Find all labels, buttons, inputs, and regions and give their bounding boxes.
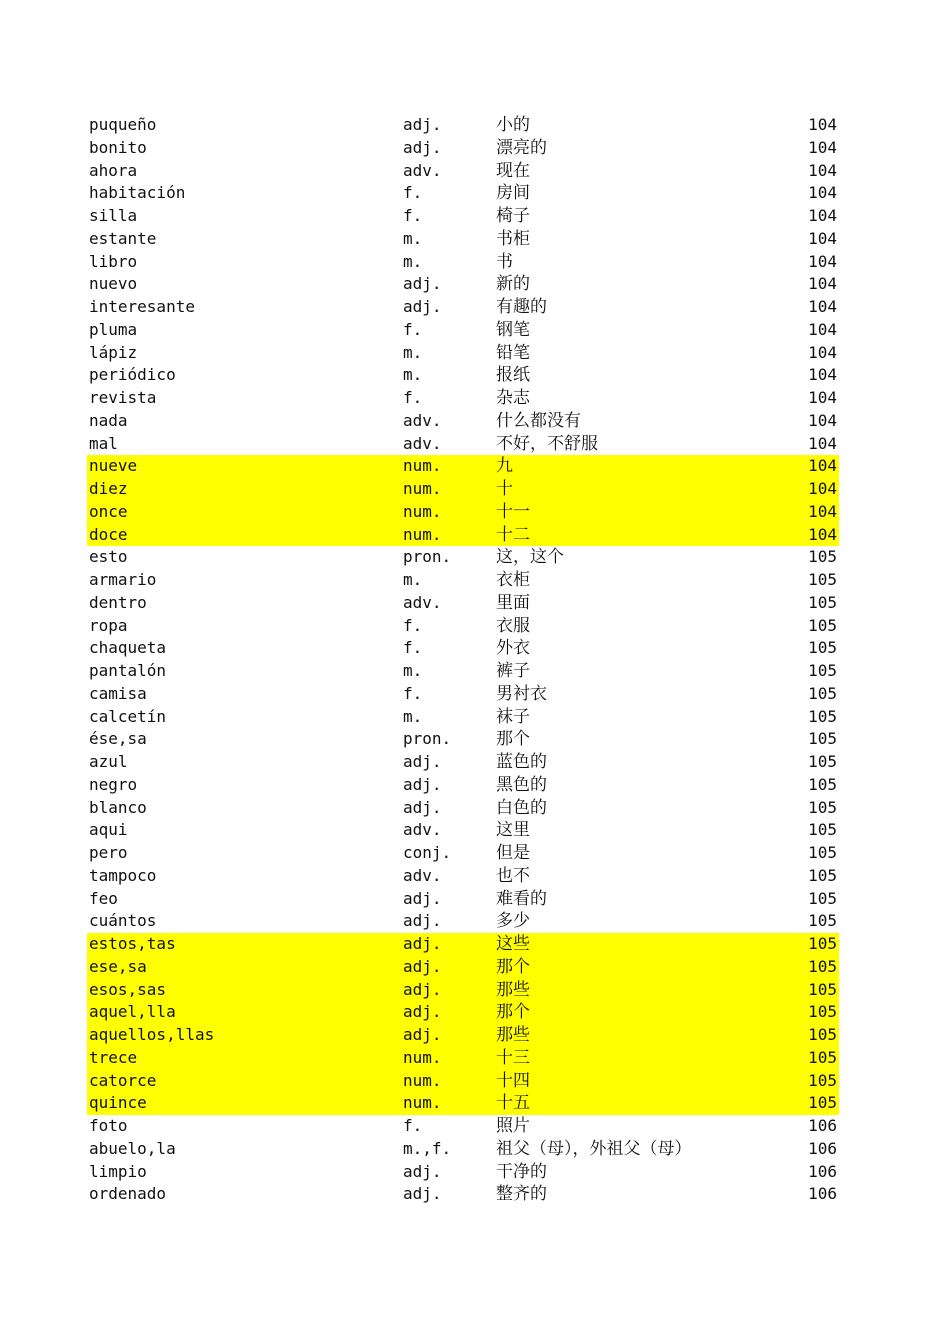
- part-of-speech-cell: f.: [403, 615, 423, 635]
- chinese-meaning-cell: 这里: [496, 820, 530, 841]
- table-row: [87, 319, 839, 342]
- table-row: [87, 933, 839, 956]
- table-row: [87, 205, 839, 228]
- table-row: [87, 251, 839, 274]
- part-of-speech-cell: adj.: [403, 956, 442, 976]
- table-row: [87, 660, 839, 683]
- page-number-cell: 105: [808, 661, 837, 680]
- spanish-word-cell: foto: [89, 1116, 128, 1135]
- table-row: [87, 1070, 839, 1093]
- page-number-cell: 104: [808, 524, 837, 544]
- spanish-word-cell: aqui: [89, 820, 128, 840]
- chinese-meaning-cell: 裤子: [496, 661, 530, 681]
- page-number-cell: 104: [808, 479, 837, 498]
- spanish-word-cell: puqueño: [89, 115, 157, 134]
- page-number-cell: 104: [808, 319, 837, 339]
- chinese-meaning-cell: 蓝色的: [496, 752, 547, 772]
- chinese-meaning-cell: 十四: [496, 1070, 530, 1091]
- table-row: [87, 228, 839, 251]
- spanish-word-cell: camisa: [89, 683, 147, 703]
- table-row: [87, 797, 839, 820]
- part-of-speech-cell: adj.: [403, 115, 442, 134]
- table-row: [87, 683, 839, 706]
- spanish-word-cell: negro: [89, 774, 138, 794]
- chinese-meaning-cell: 这些: [496, 934, 530, 954]
- table-row: [87, 819, 839, 842]
- part-of-speech-cell: num.: [403, 1093, 442, 1113]
- chinese-meaning-cell: 报纸: [496, 365, 530, 386]
- part-of-speech-cell: adj.: [403, 1002, 442, 1022]
- table-row: [87, 1092, 839, 1115]
- part-of-speech-cell: adj.: [403, 979, 442, 999]
- spanish-word-cell: abuelo,la: [89, 1138, 176, 1158]
- table-row: [87, 842, 839, 865]
- chinese-meaning-cell: 袜子: [496, 706, 530, 727]
- spanish-word-cell: trece: [89, 1047, 138, 1067]
- table-row: [87, 433, 839, 456]
- spanish-word-cell: aquel,lla: [89, 1002, 176, 1022]
- page-number-cell: 105: [808, 956, 837, 976]
- page-number-cell: 106: [808, 1184, 837, 1204]
- chinese-meaning-cell: 漂亮的: [496, 137, 547, 158]
- part-of-speech-cell: pron.: [403, 729, 452, 749]
- spanish-word-cell: chaqueta: [89, 638, 167, 658]
- page-number-cell: 104: [808, 365, 837, 385]
- chinese-meaning-cell: 这，这个: [496, 547, 564, 568]
- table-row: [87, 546, 839, 569]
- spanish-word-cell: calcetín: [89, 706, 167, 726]
- page-number-cell: 104: [808, 433, 837, 453]
- page-number-cell: 105: [808, 888, 837, 908]
- page-number-cell: 105: [808, 911, 837, 931]
- part-of-speech-cell: adj.: [403, 274, 442, 294]
- part-of-speech-cell: num.: [403, 501, 442, 521]
- chinese-meaning-cell: 小的: [496, 115, 530, 135]
- page-number-cell: 106: [808, 1138, 837, 1158]
- chinese-meaning-cell: 杂志: [496, 388, 530, 408]
- table-row: [87, 888, 839, 911]
- part-of-speech-cell: adj.: [403, 888, 442, 908]
- table-row: [87, 296, 839, 319]
- page-number-cell: 104: [808, 160, 837, 180]
- part-of-speech-cell: m.: [403, 365, 423, 385]
- part-of-speech-cell: f.: [403, 319, 423, 339]
- spanish-word-cell: estos,tas: [89, 934, 176, 953]
- part-of-speech-cell: f.: [403, 638, 423, 658]
- chinese-meaning-cell: 男衬衣: [496, 683, 547, 704]
- table-row: [87, 910, 839, 933]
- page-number-cell: 105: [808, 615, 837, 635]
- spanish-word-cell: doce: [89, 524, 128, 544]
- page-number-cell: 105: [808, 1093, 837, 1113]
- spanish-word-cell: limpio: [89, 1161, 147, 1181]
- chinese-meaning-cell: 那个: [496, 729, 530, 750]
- table-row: [87, 1001, 839, 1024]
- page-number-cell: 105: [808, 1047, 837, 1067]
- spanish-word-cell: quince: [89, 1093, 147, 1113]
- chinese-meaning-cell: 整齐的: [496, 1184, 547, 1205]
- table-row: [87, 774, 839, 797]
- page-number-cell: 105: [808, 1025, 837, 1044]
- page-number-cell: 104: [808, 251, 837, 271]
- page-number-cell: 104: [808, 410, 837, 430]
- chinese-meaning-cell: 钢笔: [496, 319, 530, 340]
- spanish-word-cell: bonito: [89, 137, 147, 157]
- page-number-cell: 105: [808, 729, 837, 749]
- chinese-meaning-cell: 多少: [496, 911, 530, 932]
- page-number-cell: 105: [808, 934, 837, 953]
- table-row: [87, 1115, 839, 1138]
- part-of-speech-cell: num.: [403, 1047, 442, 1067]
- spanish-word-cell: pantalón: [89, 661, 167, 680]
- page-number-cell: 104: [808, 297, 837, 316]
- page-number-cell: 105: [808, 570, 837, 589]
- part-of-speech-cell: adj.: [403, 934, 442, 953]
- page-number-cell: 105: [808, 638, 837, 658]
- spanish-word-cell: habitación: [89, 183, 186, 203]
- chinese-meaning-cell: 衣服: [496, 615, 530, 636]
- spanish-word-cell: esos,sas: [89, 979, 167, 999]
- chinese-meaning-cell: 椅子: [496, 206, 530, 226]
- spanish-word-cell: azul: [89, 752, 128, 771]
- chinese-meaning-cell: 里面: [496, 592, 530, 613]
- table-row: [87, 956, 839, 979]
- page-number-cell: 104: [808, 228, 837, 248]
- table-row: [87, 592, 839, 615]
- page-number-cell: 104: [808, 456, 837, 476]
- chinese-meaning-cell: 那个: [496, 1002, 530, 1023]
- spanish-word-cell: ése,sa: [89, 729, 147, 749]
- part-of-speech-cell: num.: [403, 479, 442, 498]
- chinese-meaning-cell: 外衣: [496, 638, 530, 659]
- part-of-speech-cell: num.: [403, 524, 442, 544]
- page-number-cell: 105: [808, 752, 837, 771]
- chinese-meaning-cell: 白色的: [496, 797, 547, 818]
- page-number-cell: 106: [808, 1161, 837, 1181]
- part-of-speech-cell: adj.: [403, 911, 442, 931]
- chinese-meaning-cell: 那些: [496, 1025, 530, 1045]
- page-number-cell: 105: [808, 774, 837, 794]
- table-row: [87, 137, 839, 160]
- part-of-speech-cell: adj.: [403, 752, 442, 771]
- table-row: [87, 160, 839, 183]
- part-of-speech-cell: adj.: [403, 1161, 442, 1181]
- chinese-meaning-cell: 铅笔: [496, 342, 530, 363]
- chinese-meaning-cell: 祖父（母），外祖父（母）: [496, 1138, 692, 1159]
- spanish-word-cell: nueve: [89, 456, 138, 476]
- table-row: [87, 1183, 839, 1206]
- chinese-meaning-cell: 房间: [496, 183, 530, 204]
- chinese-meaning-cell: 那个: [496, 956, 530, 977]
- table-row: [87, 1047, 839, 1070]
- page-number-cell: 104: [808, 342, 837, 362]
- spanish-word-cell: lápiz: [89, 342, 138, 362]
- spanish-word-cell: pluma: [89, 319, 138, 339]
- spanish-word-cell: estante: [89, 228, 157, 248]
- part-of-speech-cell: m.: [403, 661, 423, 680]
- part-of-speech-cell: adj.: [403, 1184, 442, 1204]
- part-of-speech-cell: f.: [403, 683, 423, 703]
- page-number-cell: 104: [808, 137, 837, 157]
- spanish-word-cell: periódico: [89, 365, 176, 385]
- table-row: [87, 410, 839, 433]
- spanish-word-cell: nada: [89, 410, 128, 430]
- part-of-speech-cell: adv.: [403, 820, 442, 840]
- page-number-cell: 105: [808, 592, 837, 612]
- spanish-word-cell: feo: [89, 888, 118, 908]
- table-row: [87, 979, 839, 1002]
- spanish-word-cell: pero: [89, 843, 128, 862]
- page-number-cell: 104: [808, 501, 837, 521]
- part-of-speech-cell: adv.: [403, 410, 442, 430]
- spanish-word-cell: revista: [89, 388, 157, 407]
- part-of-speech-cell: adj.: [403, 1025, 442, 1044]
- page-number-cell: 106: [808, 1116, 837, 1135]
- part-of-speech-cell: adv.: [403, 433, 442, 453]
- spanish-word-cell: ahora: [89, 160, 138, 180]
- chinese-meaning-cell: 十二: [496, 524, 530, 545]
- table-row: [87, 182, 839, 205]
- part-of-speech-cell: f.: [403, 1116, 423, 1135]
- part-of-speech-cell: m.,f.: [403, 1138, 452, 1158]
- part-of-speech-cell: f.: [403, 206, 423, 225]
- table-row: [87, 637, 839, 660]
- chinese-meaning-cell: 难看的: [496, 888, 547, 909]
- part-of-speech-cell: m.: [403, 706, 423, 726]
- page-number-cell: 105: [808, 683, 837, 703]
- part-of-speech-cell: adj.: [403, 797, 442, 817]
- table-row: [87, 706, 839, 729]
- page-number-cell: 104: [808, 206, 837, 225]
- part-of-speech-cell: adv.: [403, 160, 442, 180]
- spanish-word-cell: cuántos: [89, 911, 157, 931]
- page-number-cell: 105: [808, 706, 837, 726]
- part-of-speech-cell: adv.: [403, 865, 442, 885]
- part-of-speech-cell: f.: [403, 388, 423, 407]
- page-number-cell: 105: [808, 865, 837, 885]
- spanish-word-cell: dentro: [89, 592, 147, 612]
- spanish-word-cell: silla: [89, 206, 138, 225]
- chinese-meaning-cell: 黑色的: [496, 774, 547, 795]
- page-number-cell: 105: [808, 547, 837, 567]
- vocabulary-table: [87, 114, 839, 1206]
- chinese-meaning-cell: 十: [496, 479, 513, 499]
- table-row: [87, 751, 839, 774]
- spanish-word-cell: ordenado: [89, 1184, 167, 1204]
- spanish-word-cell: catorce: [89, 1070, 157, 1090]
- chinese-meaning-cell: 新的: [496, 274, 530, 295]
- spanish-word-cell: esto: [89, 547, 128, 567]
- page-number-cell: 105: [808, 1070, 837, 1090]
- chinese-meaning-cell: 那些: [496, 979, 530, 1000]
- chinese-meaning-cell: 十五: [496, 1093, 530, 1114]
- part-of-speech-cell: adj.: [403, 137, 442, 157]
- table-row: [87, 364, 839, 387]
- chinese-meaning-cell: 但是: [496, 843, 530, 863]
- chinese-meaning-cell: 什么都没有: [496, 410, 581, 431]
- chinese-meaning-cell: 干净的: [496, 1161, 547, 1182]
- chinese-meaning-cell: 十一: [496, 501, 530, 522]
- page-number-cell: 105: [808, 1002, 837, 1022]
- table-row: [87, 615, 839, 638]
- spanish-word-cell: ese,sa: [89, 956, 147, 976]
- table-row: [87, 1138, 839, 1161]
- chinese-meaning-cell: 有趣的: [496, 297, 547, 317]
- spanish-word-cell: ropa: [89, 615, 128, 635]
- part-of-speech-cell: f.: [403, 183, 423, 203]
- part-of-speech-cell: m.: [403, 251, 423, 271]
- part-of-speech-cell: adj.: [403, 774, 442, 794]
- spanish-word-cell: armario: [89, 570, 157, 589]
- chinese-meaning-cell: 衣柜: [496, 570, 530, 590]
- spanish-word-cell: tampoco: [89, 865, 157, 885]
- table-row: [87, 1161, 839, 1184]
- part-of-speech-cell: num.: [403, 456, 442, 476]
- part-of-speech-cell: pron.: [403, 547, 452, 567]
- table-row: [87, 478, 839, 501]
- table-row: [87, 524, 839, 547]
- page-number-cell: 104: [808, 388, 837, 407]
- part-of-speech-cell: adj.: [403, 297, 442, 316]
- spanish-word-cell: once: [89, 501, 128, 521]
- part-of-speech-cell: conj.: [403, 843, 452, 862]
- part-of-speech-cell: m.: [403, 228, 423, 248]
- table-row: [87, 455, 839, 478]
- table-row: [87, 501, 839, 524]
- chinese-meaning-cell: 照片: [496, 1116, 530, 1136]
- page-number-cell: 105: [808, 797, 837, 817]
- part-of-speech-cell: num.: [403, 1070, 442, 1090]
- spanish-word-cell: mal: [89, 433, 118, 453]
- chinese-meaning-cell: 书: [496, 251, 513, 272]
- table-row: [87, 865, 839, 888]
- chinese-meaning-cell: 九: [496, 456, 513, 477]
- page-number-cell: 105: [808, 843, 837, 862]
- chinese-meaning-cell: 十三: [496, 1047, 530, 1068]
- table-row: [87, 569, 839, 592]
- chinese-meaning-cell: 书柜: [496, 228, 530, 249]
- table-row: [87, 273, 839, 296]
- page-number-cell: 105: [808, 979, 837, 999]
- spanish-word-cell: interesante: [89, 297, 195, 316]
- page-number-cell: 104: [808, 115, 837, 134]
- page-number-cell: 104: [808, 274, 837, 294]
- table-row: [87, 114, 839, 137]
- page-number-cell: 104: [808, 183, 837, 203]
- part-of-speech-cell: m.: [403, 342, 423, 362]
- chinese-meaning-cell: 现在: [496, 160, 530, 181]
- part-of-speech-cell: adv.: [403, 592, 442, 612]
- table-row: [87, 1024, 839, 1047]
- table-row: [87, 387, 839, 410]
- spanish-word-cell: nuevo: [89, 274, 138, 294]
- spanish-word-cell: diez: [89, 479, 128, 498]
- part-of-speech-cell: m.: [403, 570, 423, 589]
- page-number-cell: 105: [808, 820, 837, 840]
- spanish-word-cell: blanco: [89, 797, 147, 817]
- spanish-word-cell: libro: [89, 251, 138, 271]
- spanish-word-cell: aquellos,llas: [89, 1025, 215, 1044]
- chinese-meaning-cell: 不好，不舒服: [496, 433, 598, 454]
- table-row: [87, 728, 839, 751]
- chinese-meaning-cell: 也不: [496, 865, 530, 886]
- table-row: [87, 342, 839, 365]
